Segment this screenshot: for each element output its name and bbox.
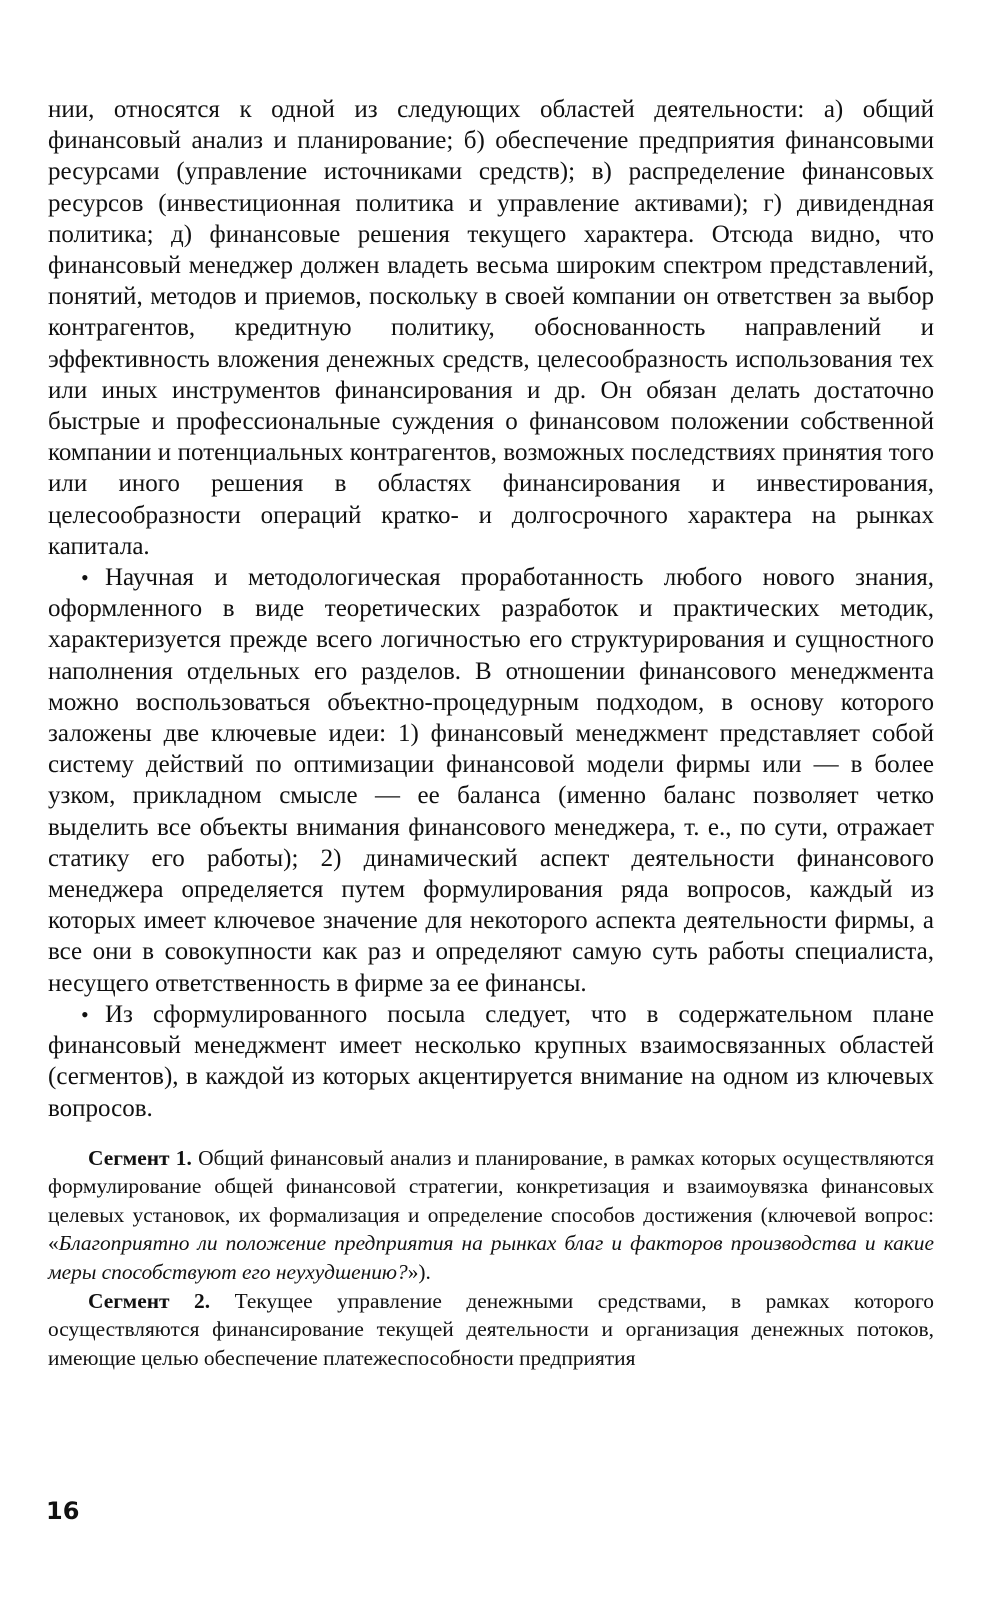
segment-1	[48, 1144, 934, 1287]
page-number: 16	[46, 1497, 80, 1525]
segment-2-title: Сегмент 2.	[88, 1288, 211, 1313]
segment-2-text: Текущее управление денежными средствами, в рамках которого осуществляются финансирование текущей деятельности и организация денежных потоков, имеющие целью обеспечение платежеспособности предприятия	[48, 1288, 934, 1370]
body-paragraph-3-text: Из сформулированного посыла следует, что в содержательном плане финансовый менеджмент имеет несколько крупных взаимосвязанных областей (сегментов), в каждой из которых акцентируется внимание на одном из ключевых вопросов.	[48, 1000, 934, 1122]
page-content	[48, 94, 934, 1372]
body-paragraph-3	[48, 999, 934, 1124]
bullet-icon: •	[81, 565, 89, 591]
bullet-icon: •	[81, 1001, 89, 1027]
segment-2	[48, 1287, 934, 1373]
body-paragraph-2-text: Научная и методологическая проработанность любого нового знания, оформленного в виде теоретических разработок и практических методик, характеризуется прежде всего логичностью его структурирования и сущностного наполнения отдельных его разделов. В отношении финансового менеджмента можно воспользоваться объектно-процедурным подходом, в основу которого заложены две ключевые идеи: 1) финансовый менеджмент представляет собой систему действий по оптимизации финансовой модели фирмы или — в более узком, прикладном смысле — ее баланса (именно баланс позволяет четко выделить все объекты внимания финансового менеджера, т. е., по сути, отражает статику его работы); 2) динамический аспект деятельности финансового менеджера определяется путем формулирования ряда вопросов, каждый из которых имеет ключевое значение для некоторого аспекта деятельности фирмы, а все они в совокупности как раз и определяют самую суть работы специалиста, несущего ответственность в фирме за ее финансы.	[48, 564, 934, 997]
segment-1-text: Общий финансовый анализ и планирование, в рамках которых осуществляются формулирование общей финансовой стратегии, конкретизация и взаимоувязка финансовых целевых установок, их формализация и определение способов достижения (ключевой вопрос: «	[48, 1145, 935, 1256]
body-paragraph-2	[48, 562, 934, 999]
segment-1-title: Сегмент 1.	[88, 1145, 192, 1170]
segment-1-key-question: Благоприятно ли положение предприятия на рынках благ и факторов производства и какие меры способствуют его неухудшению?	[48, 1231, 934, 1285]
body-paragraph-1: нии, относятся к одной из следующих областей деятельности: а) общий финансовый анализ и планирование; б) обеспечение предприятия финансовыми ресурсами (управление источниками средств); в) распределение финансовых ресурсов (инвестиционная политика и управление активами); г) дивидендная политика; д) финансовые решения текущего характера. Отсюда видно, что финансовый менеджер должен владеть весьма широким спектром представлений, понятий, методов и приемов, поскольку в своей компании он ответствен за выбор контрагентов, кредитную политику, обоснованность направлений и эффективность вложения денежных средств, целесообразность использования тех или иных инструментов финансирования и др. Он обязан делать достаточно быстрые и профессиональные суждения о финансовом положении собственной компании и потенциальных контрагентов, возможных последствиях принятия того или иного решения в областях финансирования и инвестирования, целесообразности операций кратко- и долгосрочного характера на рынках капитала.	[48, 96, 934, 560]
segment-1-tail: »).	[407, 1260, 431, 1285]
